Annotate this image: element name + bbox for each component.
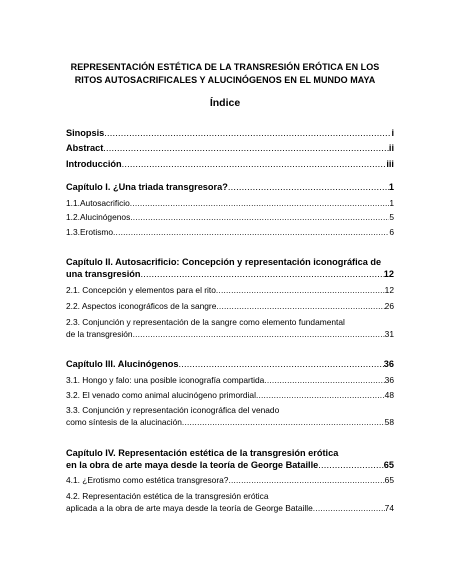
toc-section-3-1[interactable]: 3.1. Hongo y falo: una posible iconografía compartida ..... 36 bbox=[66, 375, 394, 387]
title-line-1: REPRESENTACIÓN ESTÉTICA DE LA TRANSRESIÓN ERÓTICA EN LOS bbox=[70, 62, 380, 72]
toc-section-3-2[interactable]: 3.2. El venado como animal alucinógeno primordial ..... 48 bbox=[66, 390, 394, 402]
toc-section-2-3[interactable]: 2.3. Conjunción y representación de la sangre como elemento fundamental de la transgresión ..... 31 bbox=[66, 317, 394, 340]
toc-section-1-1[interactable]: 1.1.Autosacrificio ..... 1 bbox=[66, 198, 394, 210]
toc-chapter-3[interactable]: Capítulo III. Alucinógenos ..... 36 bbox=[66, 359, 394, 371]
toc-section-4-1[interactable]: 4.1. ¿Erotismo como estética transgresora? ..... 65 bbox=[66, 475, 394, 487]
toc-section-2-2[interactable]: 2.2. Aspectos iconográficos de la sangre ..... 26 bbox=[66, 301, 394, 313]
toc-section-1-3[interactable]: 1.3.Erotismo ..... 6 bbox=[66, 227, 394, 239]
document-title bbox=[60, 61, 390, 87]
toc-entry-introduccion[interactable]: Introducción ..... iii bbox=[66, 159, 394, 171]
toc-section-3-3[interactable]: 3.3. Conjunción y representación iconográfica del venado como síntesis de la alucinación ..... 58 bbox=[66, 405, 394, 428]
toc-chapter-1[interactable]: Capítulo I. ¿Una triada transgresora? ..... 1 bbox=[66, 182, 394, 194]
title-line-2: RITOS AUTOSACRIFICALES Y ALUCINÓGENOS EN EL MUNDO MAYA bbox=[74, 75, 376, 85]
index-heading: Índice bbox=[209, 97, 241, 109]
toc-section-4-2[interactable]: 4.2. Representación estética de la transgresión erótica aplicada a la obra de arte maya desde la teoría de George Bataille ..... 74 bbox=[66, 491, 394, 514]
toc-entry-abstract[interactable]: Abstract ..... ii bbox=[66, 143, 394, 155]
toc-entry-sinopsis[interactable]: Sinopsis ..... i bbox=[66, 128, 394, 140]
toc-section-1-2[interactable]: 1.2.Alucinógenos ..... 5 bbox=[66, 212, 394, 224]
toc-section-2-1[interactable]: 2.1. Concepción y elementos para el rito ..... 12 bbox=[66, 285, 394, 297]
toc-chapter-2[interactable]: Capítulo II. Autosacrificio: Concepción y representación iconográfica de una transgresión ..... 12 bbox=[66, 257, 394, 280]
toc-chapter-4[interactable]: Capítulo IV. Representación estética de la transgresión erótica en la obra de arte maya desde la teoría de George Bataille ..... 65 bbox=[66, 448, 394, 471]
